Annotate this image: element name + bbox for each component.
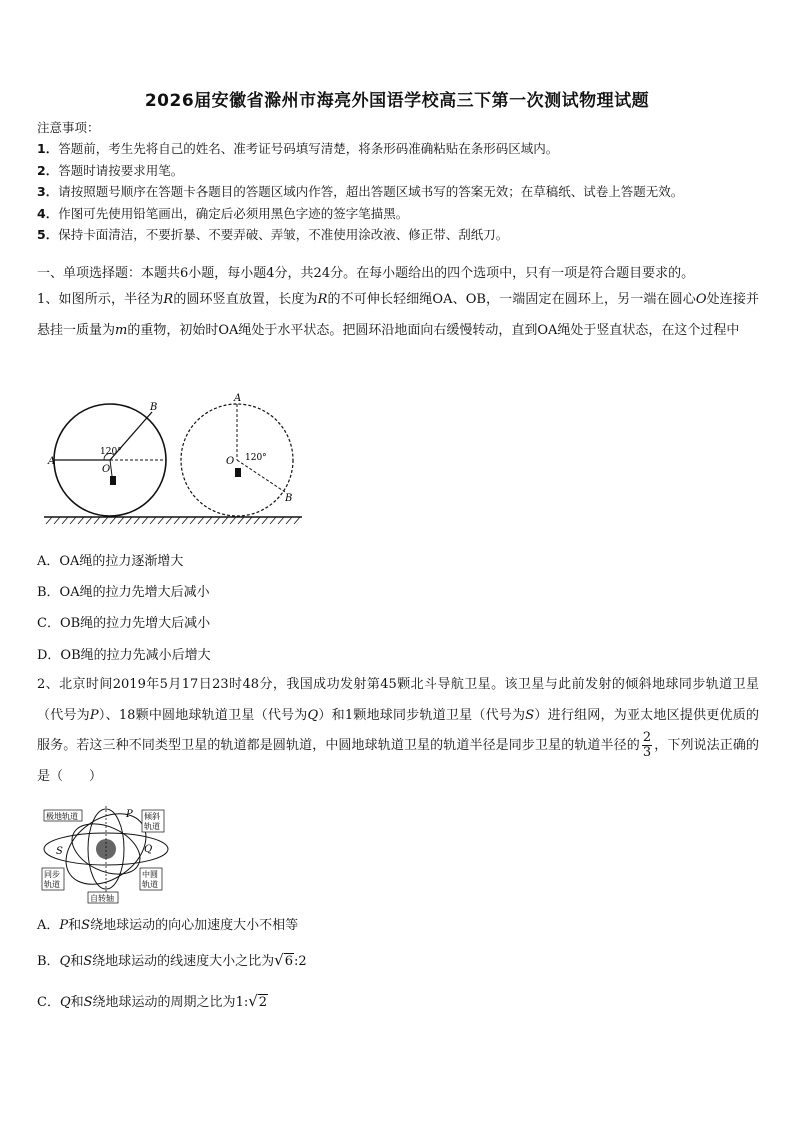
ground-hatch xyxy=(46,517,300,524)
notice-text: 请按照题号顺序在答题卡各题目的答题区域内作答，超出答题区域书写的答案无效；在草稿纸、试卷上答题无效。 xyxy=(58,184,684,199)
sqrt: √6 xyxy=(274,951,294,969)
label-b: B xyxy=(150,402,158,413)
page-title: 2026届安徽省滁州市海亮外国语学校高三下第一次测试物理试题 xyxy=(144,91,650,111)
notice-text: 保持卡面清洁，不要折暴、不要弄破、弄皱，不准使用涂改液、修正带、刮纸刀。 xyxy=(58,227,509,242)
question-1-figure xyxy=(40,388,305,526)
q2-option-c: C．Q和S绕地球运动的周期之比为1:√2 xyxy=(37,992,268,1010)
tilt-label-line: 倾斜 xyxy=(144,812,160,821)
sync-label-line: 轨道 xyxy=(44,880,60,889)
fraction: $\frac{2}{3}$ xyxy=(642,730,652,760)
q1-option-b: B．OA绳的拉力先增大后减小 xyxy=(37,585,210,600)
angle-label: 120° xyxy=(245,453,267,463)
label-a: A xyxy=(48,456,56,467)
q1-option-a: A．OA绳的拉力逐渐增大 xyxy=(37,554,184,569)
label-q: Q xyxy=(144,844,153,855)
tilt-label-line: 轨道 xyxy=(144,822,160,831)
label-o: O xyxy=(102,464,111,475)
notice-number: 1． xyxy=(37,141,59,156)
angle-label: 120° xyxy=(100,447,122,457)
q2-option-a: A．P和S绕地球运动的向心加速度大小不相等 xyxy=(37,918,299,933)
notice-text: 答题时请按要求用笔。 xyxy=(58,162,184,178)
question-2-stem: 2、北京时间2019年5月17日23时48分，我国成功发射第45颗北斗导航卫星。该卫星与此前发射的倾斜地球同步轨道卫星（代号为P）、18颗中圆地球轨道卫星（代号为Q）和1颗地球同步轨道卫星（代号为S）进行组网，为亚太地区提供更优质的服务。若这三种不同类型卫星的轨道都是圆轨道，中圆地球轨道卫星的轨道半径是同步卫星的轨道半径的 $\frac{2}{3}$ ，下列说法正确的是（ ） xyxy=(37,677,759,784)
section-heading: 一、单项选择题：本题共6小题，每小题4分，共24分。在每小题给出的四个选项中，只有一项是符合题目要求的。 xyxy=(37,266,695,281)
q2-option-b: B．Q和S绕地球运动的线速度大小之比为√6:2 xyxy=(37,951,307,969)
notice-item xyxy=(37,160,767,182)
medium-label-line: 中圆 xyxy=(142,870,158,879)
notice-item xyxy=(37,138,767,160)
polar-label: 极地轨道 xyxy=(46,812,78,821)
label-p: P xyxy=(126,809,133,820)
sqrt: √2 xyxy=(248,992,268,1010)
notice-item xyxy=(37,181,767,203)
notice-item xyxy=(37,203,767,225)
sync-label-line: 同步 xyxy=(44,870,60,879)
string xyxy=(110,460,112,476)
notice-item xyxy=(37,224,767,246)
notice-number: 4． xyxy=(37,205,59,221)
label-s: S xyxy=(56,846,63,857)
label-o: O xyxy=(226,456,235,467)
notice-text: 答题前，考生先将自己的姓名、准考证号码填写清楚，将条形码准确粘贴在条形码区域内。 xyxy=(58,141,559,156)
notice-list xyxy=(37,138,767,246)
notice-heading: 注意事项： xyxy=(37,120,100,135)
weight xyxy=(235,468,241,477)
notice-text: 作图可先使用铅笔画出，确定后必须用黑色字迹的签字笔描黑。 xyxy=(58,205,409,221)
notice-number: 3． xyxy=(37,184,59,199)
q1-option-d: D．OB绳的拉力先减小后增大 xyxy=(37,648,211,663)
notice-number: 2． xyxy=(37,162,59,178)
notice-number: 5． xyxy=(37,227,59,242)
weight xyxy=(110,476,116,485)
label-a: A xyxy=(234,393,242,404)
label-b: B xyxy=(285,493,293,504)
question-2-figure xyxy=(40,806,172,906)
axis-label: 自转轴 xyxy=(90,894,114,903)
medium-label-line: 轨道 xyxy=(142,880,158,889)
rope-ob-right xyxy=(237,460,285,492)
question-1-stem: 1、如图所示，半径为R的圆环竖直放置，长度为R的不可伸长轻细绳OA、OB，一端固定在圆环上，另一端在圆心O处连接并悬挂一质量为m的重物，初始时OA绳处于水平状态。把圆环沿地面向右缓慢转动，直到OA绳处于竖直状态，在这个过程中 xyxy=(37,292,759,338)
q1-option-c: C．OB绳的拉力先增大后减小 xyxy=(37,616,211,631)
